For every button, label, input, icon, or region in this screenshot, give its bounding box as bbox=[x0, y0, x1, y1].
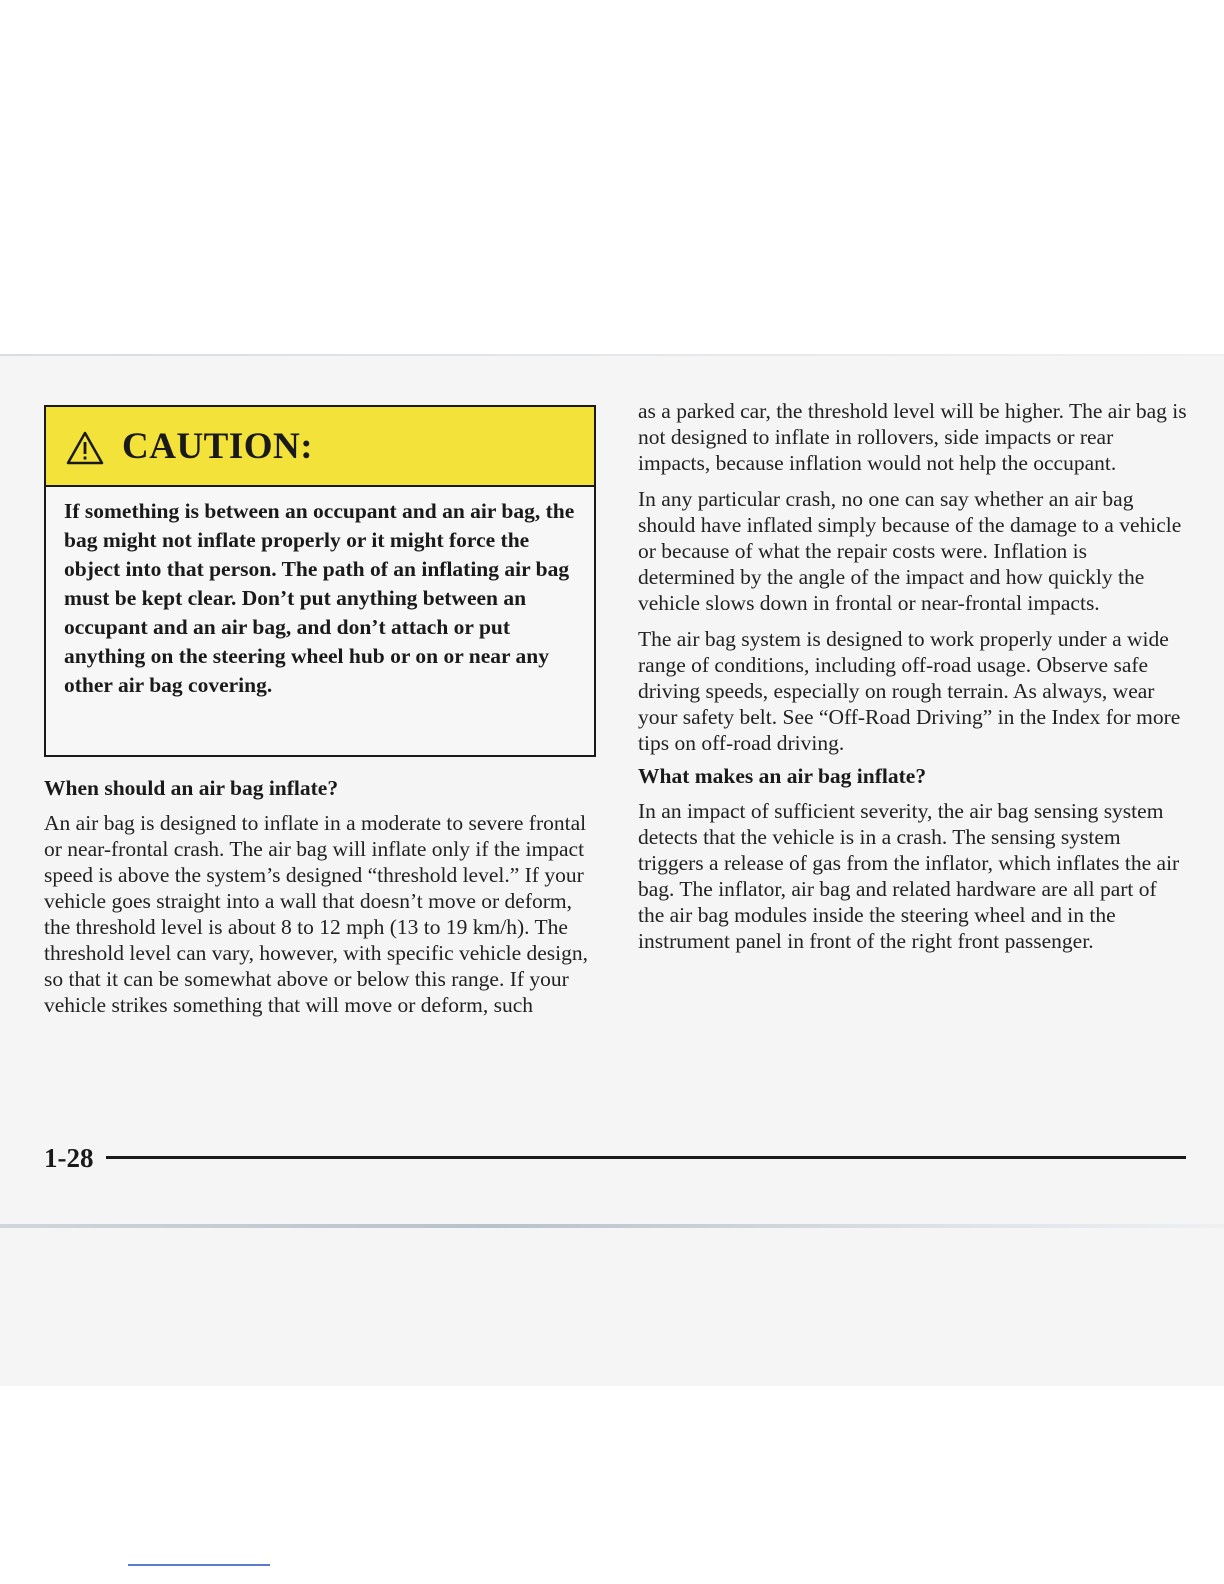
paragraph: as a parked car, the threshold level will be higher. The air bag is not designed to inflate in rollovers, side impacts or rear impacts, because inflation would not help the occupant. bbox=[638, 399, 1187, 475]
paragraph: The air bag system is designed to work properly under a wide range of conditions, including off-road usage. Observe safe driving speeds, especially on rough terrain. As always, wear your safety belt. See “Off-Road Driving” in the Index for more tips on off-road driving. bbox=[638, 627, 1181, 755]
right-column bbox=[638, 398, 1188, 964]
caution-box bbox=[44, 405, 596, 757]
caution-header bbox=[46, 407, 594, 487]
left-column bbox=[44, 774, 596, 1028]
scan-edge-bottom bbox=[0, 1224, 1224, 1228]
footer-rule bbox=[106, 1156, 1186, 1159]
section-heading-when-inflate: When should an air bag inflate? bbox=[44, 776, 339, 800]
paragraph: In an impact of sufficient severity, the air bag sensing system detects that the vehicle is in a crash. The sensing system triggers a release of gas from the inflator, which inflates the air bag. The inflator, air bag and related hardware are all part of the air bag modules inside the steering wheel and in the instrument panel in front of the right front passenger. bbox=[638, 799, 1180, 953]
warning-triangle-icon bbox=[66, 431, 104, 465]
page-number: 1-28 bbox=[44, 1143, 94, 1173]
section-heading-what-makes-inflate: What makes an air bag inflate? bbox=[638, 764, 927, 788]
caution-title: CAUTION: bbox=[122, 426, 314, 467]
paragraph: An air bag is designed to inflate in a moderate to severe frontal or near-frontal crash. The air bag will inflate only if the impact speed is above the system’s designed “threshold level.” If your vehicle goes straight into a wall that doesn’t move or deform, the threshold level is about 8 to 12 mph (13 to 19 km/h). The threshold level can vary, however, with specific vehicle design, so that it can be somewhat above or below this range. If your vehicle strikes something that will move or deform, such bbox=[44, 811, 589, 1017]
paragraph: In any particular crash, no one can say whether an air bag should have inflated simply because of the damage to a vehicle or because of what the repair costs were. Inflation is determined by the angle of the impact and how quickly the vehicle slows down in frontal or near-frontal impacts. bbox=[638, 487, 1182, 615]
link-underline bbox=[128, 1564, 270, 1566]
caution-body: If something is between an occupant and an air bag, the bag might not inflate properly or it might force the object into that person. The path of an inflating air bag must be kept clear. Don’t put anything between an occupant and an air bag, and don’t attach or put anything on the steering wheel hub or on or near any other air bag covering. bbox=[64, 499, 575, 697]
